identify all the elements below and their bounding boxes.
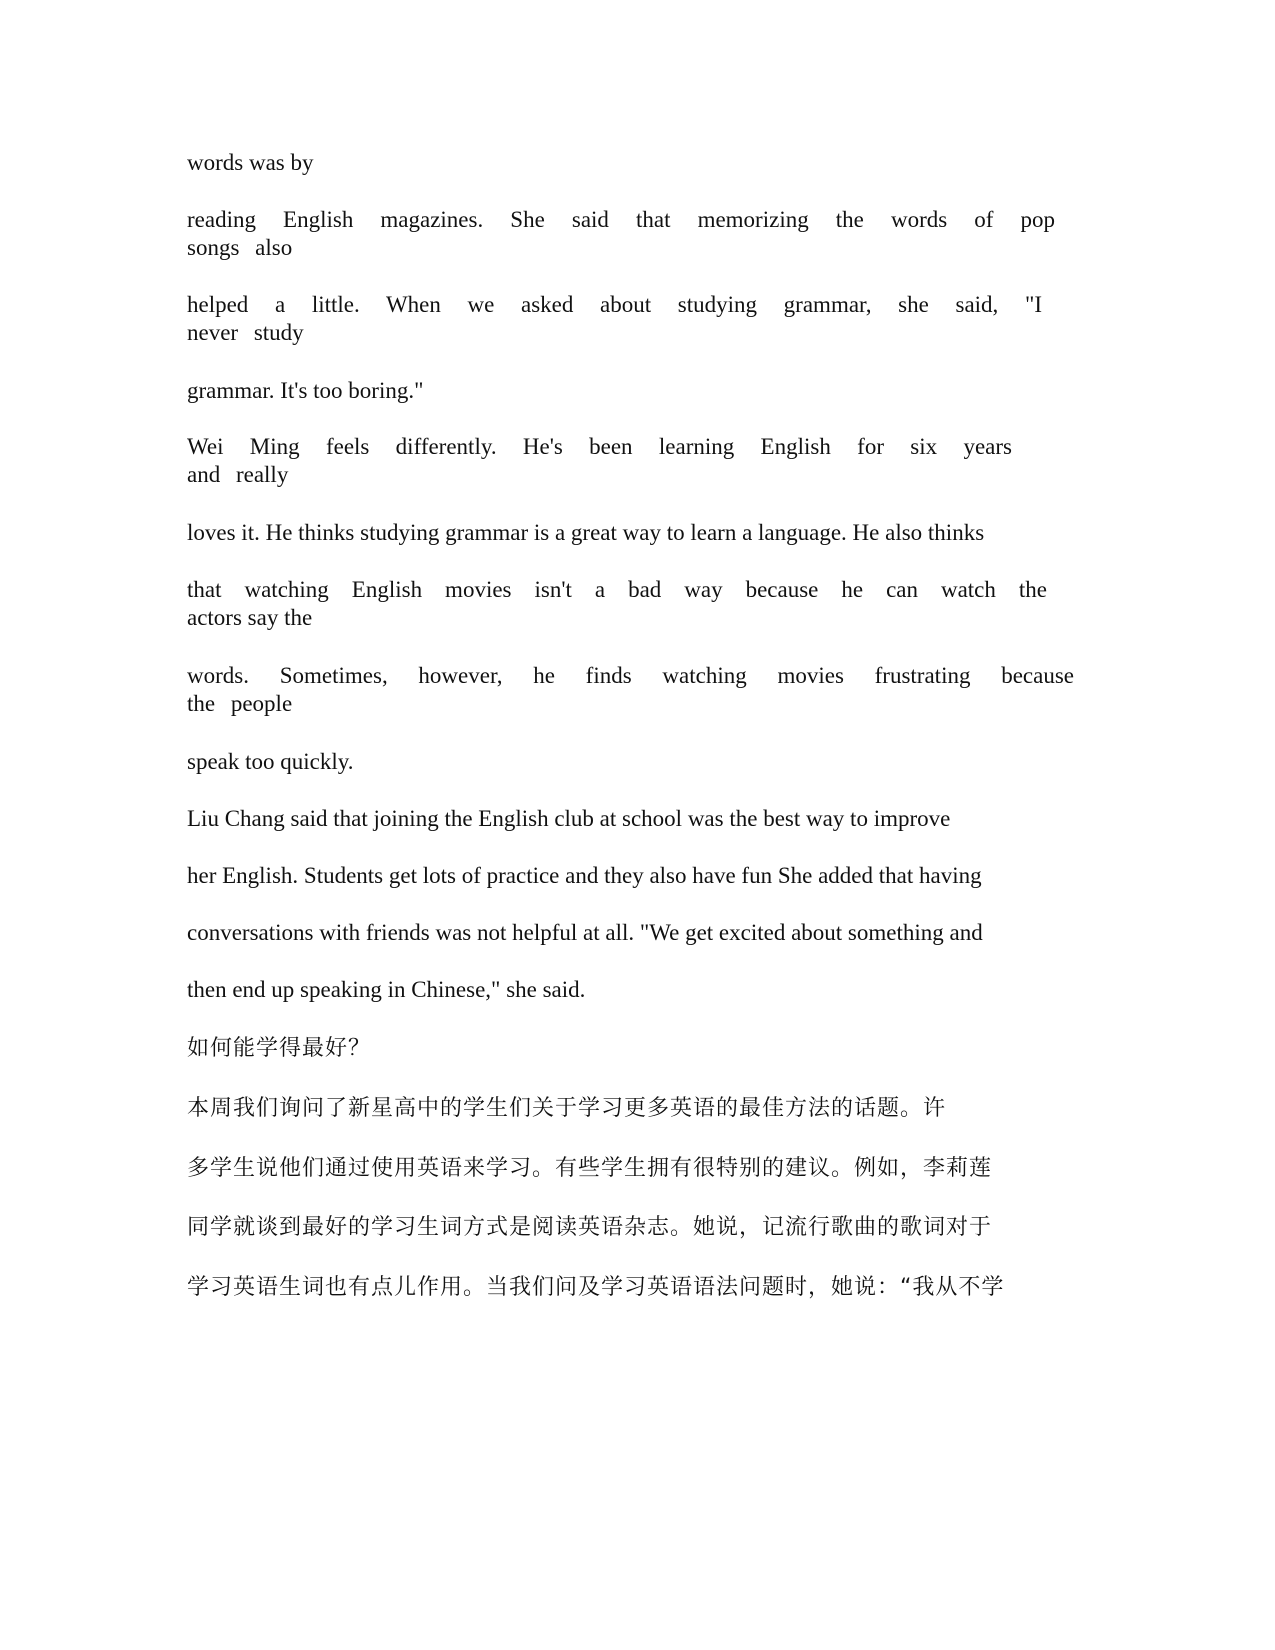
text-line: songs also bbox=[187, 235, 293, 260]
text-line: that watching English movies isn't a bad way because he can watch the bbox=[187, 577, 1047, 602]
text-line: her English. Students get lots of practice and they also have fun She added that having bbox=[187, 863, 982, 888]
text-line: grammar. It's too boring." bbox=[187, 378, 424, 403]
text-line: actors say the bbox=[187, 605, 313, 630]
text-line: 同学就谈到最好的学习生词方式是阅读英语杂志。她说，记流行歌曲的歌词对于 bbox=[187, 1215, 993, 1240]
text-line: Liu Chang said that joining the English club at school was the best way to improve bbox=[187, 806, 951, 831]
text-line: speak too quickly. bbox=[187, 749, 354, 774]
text-line: 本周我们询问了新星高中的学生们关于学习更多英语的最佳方法的话题。许 bbox=[187, 1096, 947, 1121]
text-line: words was by bbox=[187, 150, 314, 175]
text-line: reading English magazines. She said that memorizing the words of pop bbox=[187, 207, 1055, 232]
text-line: Wei Ming feels differently. He's been learning English for six years bbox=[187, 434, 1012, 459]
text-line: loves it. He thinks studying grammar is a great way to learn a language. He also thinks bbox=[187, 520, 985, 545]
text-line: helped a little. When we asked about studying grammar, she said, "I bbox=[187, 292, 1042, 317]
text-line: the people bbox=[187, 691, 293, 716]
chinese-title: 如何能学得最好？ bbox=[187, 1036, 372, 1061]
text-line: 多学生说他们通过使用英语来学习。有些学生拥有很特别的建议。例如，李莉莲 bbox=[187, 1156, 993, 1181]
text-line: and really bbox=[187, 462, 289, 487]
text-line: then end up speaking in Chinese," she said. bbox=[187, 977, 586, 1002]
text-line: 学习英语生词也有点儿作用。当我们问及学习英语语法问题时，她说：“我从不学 bbox=[187, 1275, 1005, 1300]
text-line: never study bbox=[187, 320, 304, 345]
text-line: words. Sometimes, however, he finds watching movies frustrating because bbox=[187, 663, 1074, 688]
text-line: conversations with friends was not helpful at all. "We get excited about something and bbox=[187, 920, 983, 945]
